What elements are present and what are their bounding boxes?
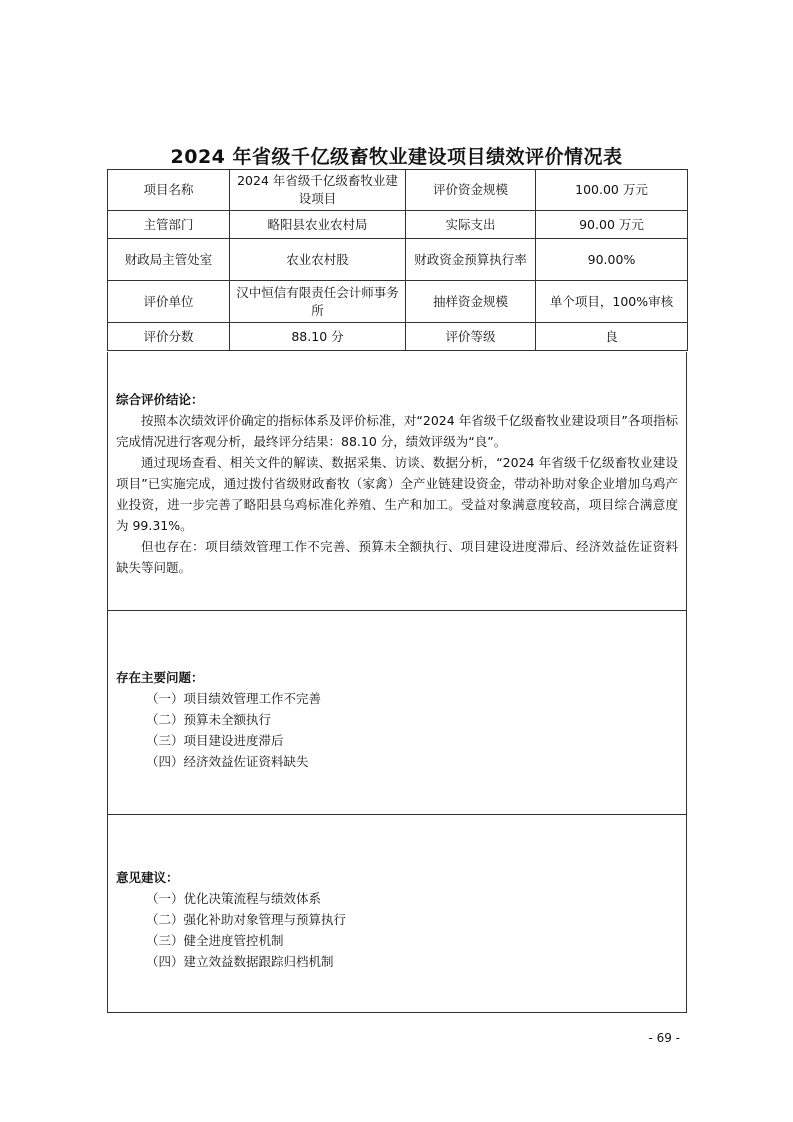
label-score: 评价分数 [108, 323, 230, 351]
suggestion-item: （二）强化补助对象管理与预算执行 [146, 912, 347, 927]
conclusion-heading: 综合评价结论： [116, 392, 204, 407]
label-evaluator: 评价单位 [108, 281, 230, 323]
suggestions-section [107, 814, 687, 1013]
value-grade: 良 [536, 323, 688, 351]
label-sample-scale: 抽样资金规模 [406, 281, 536, 323]
value-project-name: 2024 年省级千亿级畜牧业建设项目 [230, 170, 406, 211]
table-row [108, 211, 688, 239]
problems-heading: 存在主要问题： [116, 670, 204, 685]
value-score: 88.10 分 [230, 323, 406, 351]
page-number: - 69 - [648, 1031, 680, 1045]
value-department: 略阳县农业农村局 [230, 211, 406, 239]
value-sample-scale: 单个项目，100%审核 [536, 281, 688, 323]
value-fund-scale: 100.00 万元 [536, 170, 688, 211]
label-fund-scale: 评价资金规模 [406, 170, 536, 211]
table-row [108, 281, 688, 323]
problem-item: （三）项目建设进度滞后 [146, 733, 284, 748]
problem-item: （二）预算未全额执行 [146, 712, 272, 727]
conclusion-paragraph: 通过现场查看、相关文件的解读、数据采集、访谈、数据分析，“2024 年省级千亿级畜牧业建设项目”已实施完成，通过拨付省级财政畜牧（家禽）全产业链建设资金，带动补助对象企业增加乌鸡产业投资，进一步完善了略阳县乌鸡标准化养殖、生产和加工。受益对象满意度较高，项目综合满意度为 99.31%。 [116, 455, 678, 533]
table-row [108, 239, 688, 281]
conclusion-paragraph: 按照本次绩效评价确定的指标体系及评价标准，对“2024 年省级千亿级畜牧业建设项目”各项指标完成情况进行客观分析，最终评分结果：88.10 分，绩效评级为“良”。 [116, 413, 678, 449]
suggestion-item: （一）优化决策流程与绩效体系 [146, 891, 322, 906]
value-execution-rate: 90.00% [536, 239, 688, 281]
label-department: 主管部门 [108, 211, 230, 239]
problems-section [107, 610, 687, 815]
value-evaluator: 汉中恒信有限责任会计师事务所 [230, 281, 406, 323]
suggestion-item: （三）健全进度管控机制 [146, 933, 284, 948]
conclusion-paragraph: 但也存在：项目绩效管理工作不完善、预算未全额执行、项目建设进度滞后、经济效益佐证资料缺失等问题。 [116, 539, 678, 575]
table-row [108, 323, 688, 351]
conclusion-section [107, 352, 687, 611]
suggestions-heading: 意见建议： [116, 870, 179, 885]
value-finance-office: 农业农村股 [230, 239, 406, 281]
label-project-name: 项目名称 [108, 170, 230, 211]
table-row [108, 170, 688, 211]
value-actual-spend: 90.00 万元 [536, 211, 688, 239]
info-table [107, 169, 688, 351]
label-finance-office: 财政局主管处室 [108, 239, 230, 281]
problem-item: （四）经济效益佐证资料缺失 [146, 754, 309, 769]
label-grade: 评价等级 [406, 323, 536, 351]
problem-item: （一）项目绩效管理工作不完善 [146, 691, 322, 706]
label-execution-rate: 财政资金预算执行率 [406, 239, 536, 281]
suggestion-item: （四）建立效益数据跟踪归档机制 [146, 954, 334, 969]
page-title: 2024 年省级千亿级畜牧业建设项目绩效评价情况表 [170, 146, 623, 168]
label-actual-spend: 实际支出 [406, 211, 536, 239]
